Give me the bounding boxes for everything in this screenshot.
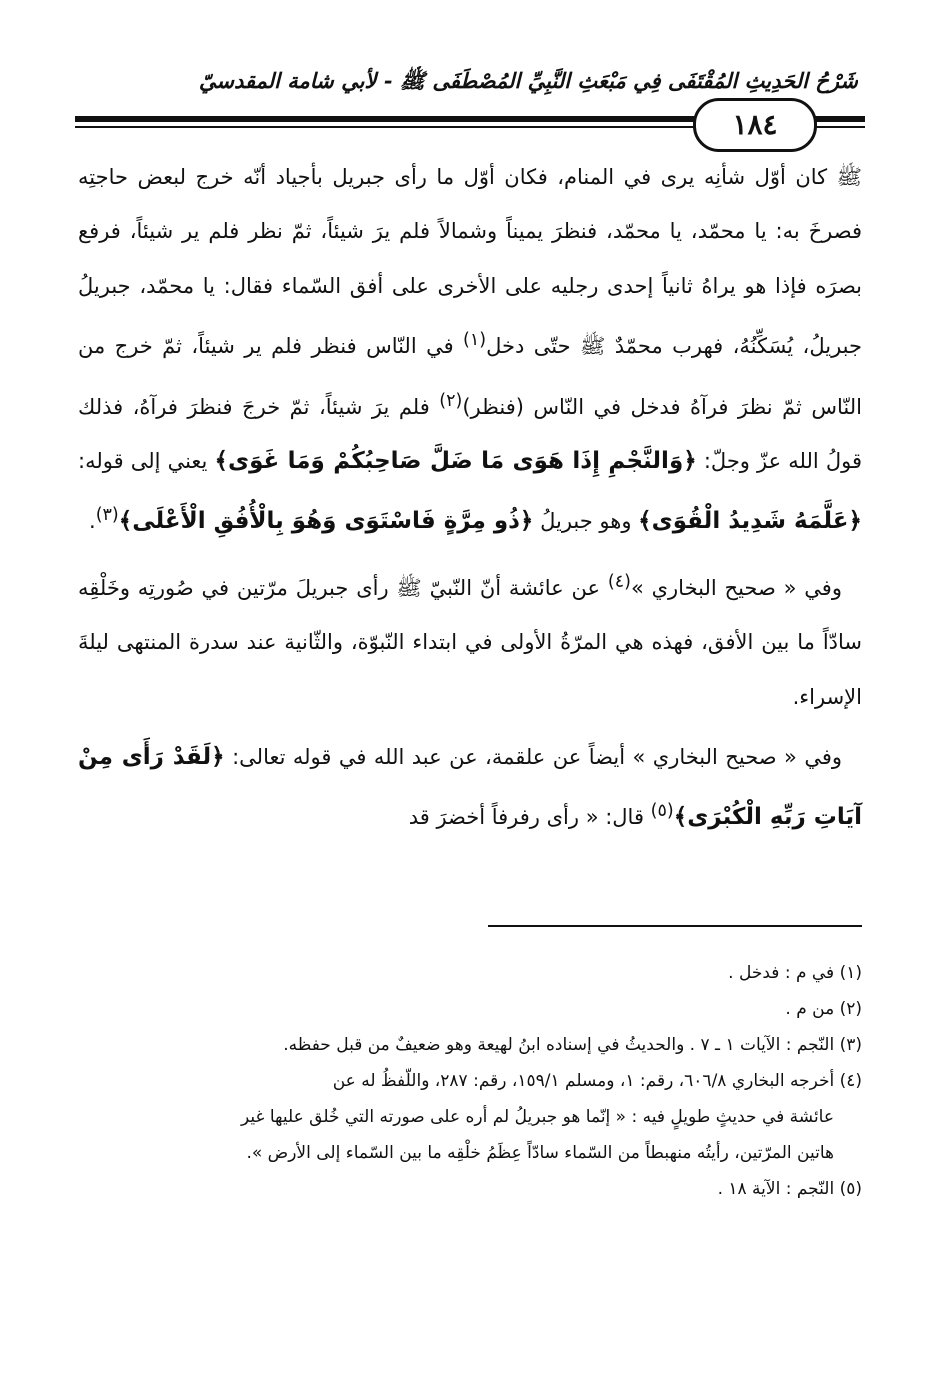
footnote-4: (٤) أخرجه البخاري ٦٠٦/٨، رقم: ١، ومسلم ١٥٩/١، رقم: ٢٨٧، واللّفظُ له عن: [332, 1071, 862, 1091]
text-segment: فلم يرَ شيئاً، ثمّ خرجَ فنظرَ فرآهُ، فذلك قولُ الله عزّ وجلّ:: [78, 394, 862, 474]
text-segment: عن عائشة أنّ النّبيّ ﷺ رأى جبريلَ مرّتين في صُورتِه وخَلْقِه سادّاً ما بين الأفق، فهذه هي المرّةُ الأولى في ابتداء النّبوّة، والثّانية عند سدرة المنتهى ليلةَ الإسراء.: [78, 575, 862, 709]
text-segment: ﷺ كان أوّل شأنِه يرى في المنام، فكان أوّل ما رأى جبريل بأجياد أنّه خرج لبعض حاجتِه فصرخَ به: يا محمّد، يا محمّد، فنظرَ يميناً وشمالاً فلم يرَ شيئاً، ثمّ نظر فلم ير شيئاً، فرفع بصرَه فإذا هو يراهُ ثانياً إحدى رجليه على الأخرى على أفق السّماء فقال: يا محمّد، جبريلُ جبريلُ، يُسَكِّنُهُ، فهرب محمّدٌ ﷺ حتّى دخل: [78, 165, 862, 359]
main-text: [78, 150, 862, 845]
quran-verse: ﴿عَلَّمَهُ شَدِيدُ الْقُوَى﴾: [638, 508, 862, 535]
footnote-4-continuation: هاتين المرّتين، رأيتُه منهبطاً من السّماء سادّاً عِظَمُ خلْقِه ما بين السّماء إلى الأرض ».: [246, 1143, 834, 1163]
text-segment: يعني إلى قوله:: [78, 449, 215, 474]
footnote-ref-4: (٤): [607, 571, 631, 592]
text-segment: .: [89, 509, 96, 534]
footnote-separator: [488, 925, 862, 927]
paragraph-2: [78, 555, 862, 724]
page-number: ١٨٤: [693, 98, 817, 152]
running-title: شَرْحُ الحَدِيثِ المُقْتَفَى فِي مَبْعَثِ النَّبِيِّ المُصْطَفَى ﷺ - لأبي شامة المقدسيّ: [198, 68, 858, 93]
footnote-4-continuation: عائشة في حديثٍ طويلٍ فيه : « إنّما هو جبريلُ لم أره على صورته التي خُلق عليها غير: [241, 1107, 834, 1127]
text-segment: قال: « رأى رفرفاً أخضرَ قد: [408, 805, 651, 830]
footnote-ref-1: (١): [463, 330, 487, 351]
footnote-3: (٣) النّجم : الآيات ١ ـ ٧ . والحديثُ في إسناده ابنُ لهيعة وهو ضعيفٌ من قبل حفظه.: [283, 1035, 862, 1055]
footnote-ref-3: (٣): [95, 505, 119, 526]
paragraph-3: [78, 730, 862, 845]
paragraph-1: [78, 150, 862, 549]
footnote-ref-2: (٢): [439, 390, 463, 411]
footnote-2: (٢) من م .: [785, 999, 862, 1019]
footnote-5: (٥) النّجم : الآية ١٨ .: [717, 1179, 862, 1199]
quran-verse: ﴿لَقَدْ رَأَى مِنْ آيَاتِ رَبِّهِ الْكُبْرَى﴾: [78, 744, 862, 831]
text-segment: في النّاس فنظر فلم ير شيئاً، ثمّ خرج من النّاس ثمّ نظرَ فرآهُ فدخل في النّاس (فنظر): [78, 334, 862, 419]
quran-verse: ﴿ذُو مِرَّةٍ فَاسْتَوَى وَهُوَ بِالْأُفُقِ الْأَعْلَى﴾: [118, 508, 534, 535]
quran-verse: ﴿وَالنَّجْمِ إِذَا هَوَى مَا ضَلَّ صَاحِبُكُمْ وَمَا غَوَى﴾: [214, 448, 697, 475]
footnotes: [78, 955, 862, 1207]
footnote-1: (١) في م : فدخل .: [728, 963, 862, 983]
text-segment: وفي « صحيح البخاري »: [630, 575, 842, 600]
text-segment: وهو جبريلُ: [533, 509, 639, 534]
footnote-ref-5: (٥): [650, 801, 674, 822]
text-segment: وفي « صحيح البخاري » أيضاً عن علقمة، عن عبد الله في قوله تعالى:: [224, 745, 843, 770]
